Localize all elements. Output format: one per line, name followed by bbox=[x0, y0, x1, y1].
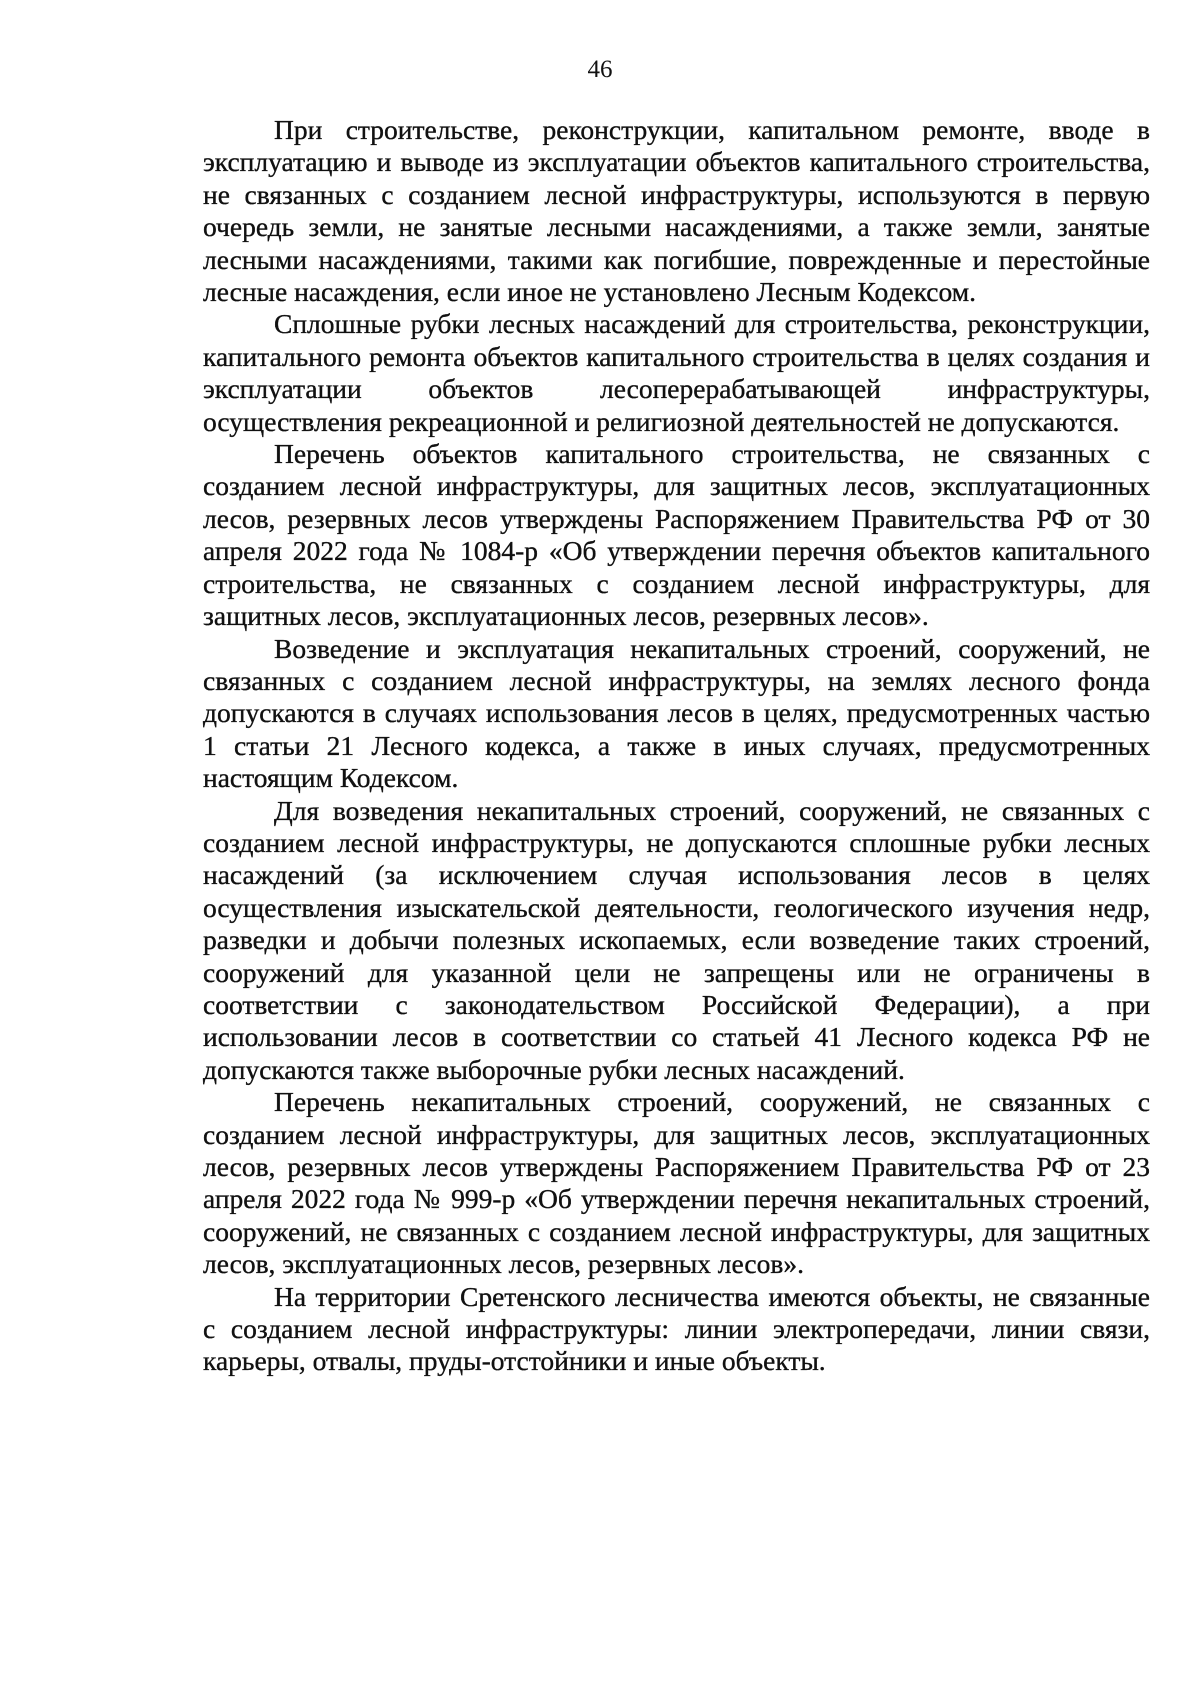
paragraph: Для возведения некапитальных строений, сооружений, не связанных с созданием лесной инфраструктуры, не допускаются сплошные рубки лесных насаждений (за исключением случая использования лесов в целях осуществления изыскательской деятельности, геологического изучения недр, разведки и добычи полезных ископаемых, если возведение таких строений, сооружений для указанной цели не запрещены или не ограничены в соответствии с законодательством Российской Федерации), а при использовании лесов в соответствии со статьей 41 Лесного кодекса РФ не допускаются также выборочные рубки лесных насаждений. bbox=[203, 794, 1150, 1085]
paragraph: Перечень объектов капитального строительства, не связанных с созданием лесной инфраструктуры, для защитных лесов, эксплуатационных лесов, резервных лесов утверждены Распоряжением Правительства РФ от 30 апреля 2022 года № 1084-р «Об утверждении перечня объектов капитального строительства, не связанных с созданием лесной инфраструктуры, для защитных лесов, эксплуатационных лесов, резервных лесов». bbox=[203, 438, 1150, 632]
paragraph: На территории Сретенского лесничества имеются объекты, не связанные с созданием лесной инфраструктуры: линии электропередачи, линии связи, карьеры, отвалы, пруды-отстойники и иные объекты. bbox=[203, 1280, 1150, 1377]
paragraph: При строительстве, реконструкции, капитальном ремонте, вводе в эксплуатацию и выводе из эксплуатации объектов капитального строительства, не связанных с созданием лесной инфраструктуры, используются в первую очередь земли, не занятые лесными насаждениями, а также земли, занятые лесными насаждениями, такими как погибшие, поврежденные и перестойные лесные насаждения, если иное не установлено Лесным Кодексом. bbox=[203, 114, 1150, 308]
page-number: 46 bbox=[587, 56, 613, 83]
document-body bbox=[203, 114, 1150, 1378]
paragraph: Перечень некапитальных строений, сооружений, не связанных с созданием лесной инфраструктуры, для защитных лесов, эксплуатационных лесов, резервных лесов утверждены Распоряжением Правительства РФ от 23 апреля 2022 года № 999-р «Об утверждении перечня некапитальных строений, сооружений, не связанных с созданием лесной инфраструктуры, для защитных лесов, эксплуатационных лесов, резервных лесов». bbox=[203, 1086, 1150, 1280]
paragraph: Возведение и эксплуатация некапитальных строений, сооружений, не связанных с созданием лесной инфраструктуры, на землях лесного фонда допускаются в случаях использования лесов в целях, предусмотренных частью 1 статьи 21 Лесного кодекса, а также в иных случаях, предусмотренных настоящим Кодексом. bbox=[203, 632, 1150, 794]
paragraph: Сплошные рубки лесных насаждений для строительства, реконструкции, капитального ремонта объектов капитального строительства в целях создания и эксплуатации объектов лесоперерабатывающей инфраструктуры, осуществления рекреационной и религиозной деятельностей не допускаются. bbox=[203, 308, 1150, 437]
